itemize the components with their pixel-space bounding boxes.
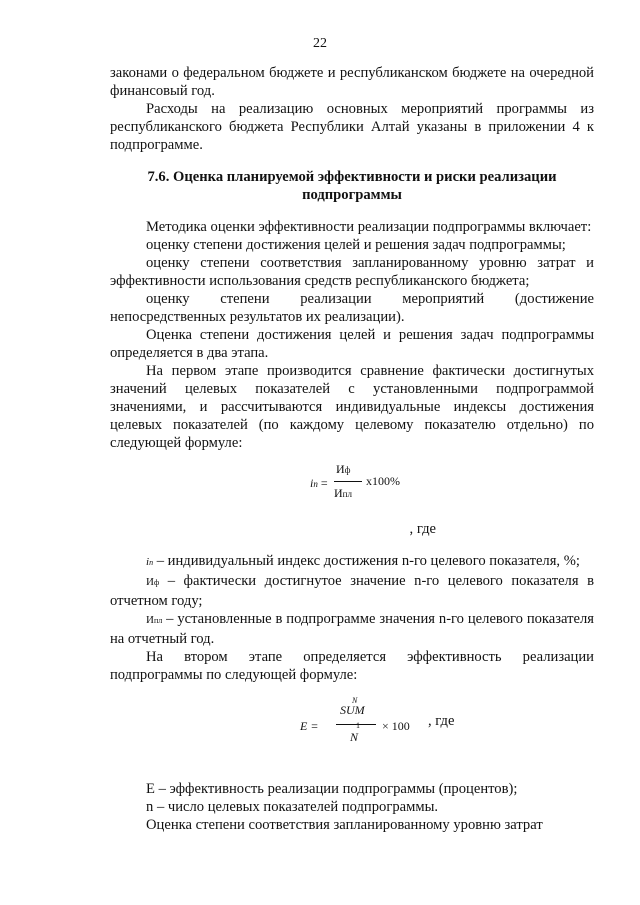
paragraph-expenses: Расходы на реализацию основных мероприятий программы из республиканского бюджета Республики Алтай указаны в приложении 4 к подпрограмме.	[110, 101, 594, 153]
definition-actual: Иф – фактически достигнутое значение n-го целевого показателя в отчетном году;	[110, 573, 594, 609]
method-item-2: оценку степени соответствия запланированному уровню затрат и эффективности использования средств республиканского бюджета;	[110, 255, 594, 289]
method-item-3: оценку степени реализации мероприятий (достижение непосредственных результатов их реализации).	[110, 291, 594, 325]
definition-index: in – индивидуальный индекс достижения n-го целевого показателя, %;	[146, 553, 580, 569]
last-paragraph: Оценка степени соответствия запланированному уровню затрат	[146, 817, 543, 833]
formula1-fraction-bar	[334, 481, 362, 482]
definition-count: n – число целевых показателей подпрограммы.	[146, 799, 439, 815]
formula-efficiency	[110, 692, 594, 766]
definition-efficiency: Е – эффективность реализации подпрограммы (процентов);	[146, 781, 518, 797]
formula1-where: , где	[409, 521, 436, 537]
formula1-multiplier: x100%	[366, 474, 400, 488]
formula2-sum: SUM	[340, 703, 365, 717]
formula1-denominator: Ипл	[334, 486, 352, 500]
section-heading: 7.6. Оценка планируемой эффективности и риски реализации подпрограммы	[147, 169, 557, 203]
stages-paragraph: Оценка степени достижения целей и решения задач подпрограммы определяется в два этапа.	[110, 327, 594, 361]
formula2-upper-limit: N	[352, 696, 358, 705]
paragraph-continuation: законами о федеральном бюджете и республиканском бюджете на очередной финансовый год.	[110, 65, 594, 99]
page-content	[110, 64, 594, 834]
definition-planned: Ипл – установленные в подпрограмме значения n-го целевого показателя на отчетный год.	[110, 611, 594, 647]
page-number: 22	[313, 36, 327, 51]
formula2-multiplier: × 100	[382, 719, 410, 733]
stage-2-paragraph: На втором этапе определяется эффективность реализации подпрограммы по следующей формуле:	[110, 649, 594, 683]
formula2-where: , где	[428, 713, 455, 729]
formula2-lhs: E =	[300, 719, 319, 733]
method-intro: Методика оценки эффективности реализации подпрограммы включает:	[146, 219, 592, 235]
formula1-lhs: in =	[310, 476, 328, 490]
formula1-numerator: Иф	[336, 462, 351, 476]
formula-individual-index	[110, 456, 594, 512]
method-item-1: оценку степени достижения целей и решения задач подпрограммы;	[146, 237, 566, 253]
stage-1-paragraph: На первом этапе производится сравнение фактически достигнутых значений целевых показателей с установленными подпрограммой значениями, и рассчитываются индивидуальные индексы достижения целевых показателей (по каждому целевому показателю отдельно) по следующей формуле:	[110, 363, 594, 451]
formula2-fraction-bar	[336, 724, 376, 725]
formula2-denominator: N	[350, 730, 359, 744]
formula2-lower-limit: 1	[356, 721, 360, 730]
